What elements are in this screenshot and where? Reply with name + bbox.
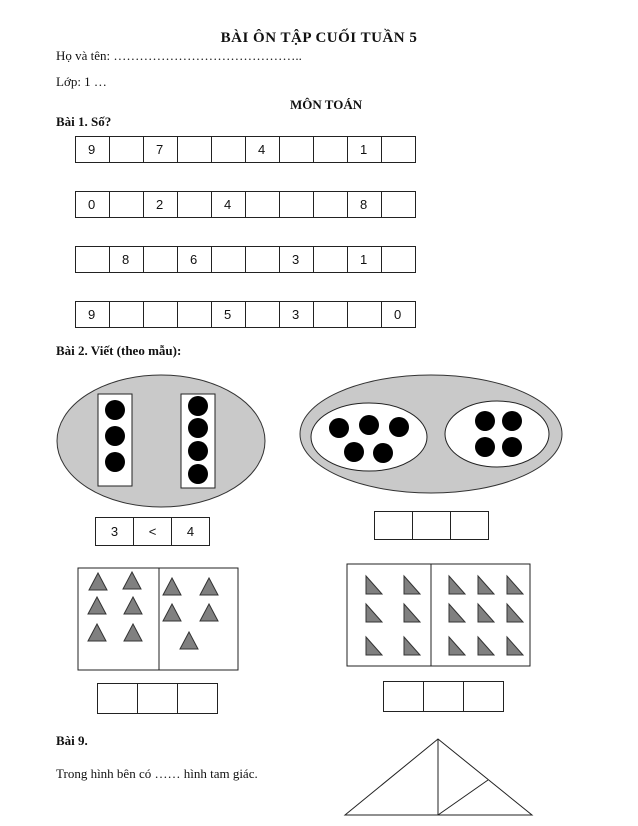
exercise-9-figure (345, 739, 532, 815)
dot (188, 418, 208, 438)
number-cell: 0 (76, 192, 110, 218)
dot (188, 464, 208, 484)
number-cell: 8 (110, 247, 144, 273)
number-cell: 6 (178, 247, 212, 273)
number-cell: 1 (348, 247, 382, 273)
exercise-1-heading: Bài 1. Số? (56, 114, 112, 129)
exercise-2-heading: Bài 2. Viết (theo mẫu): (56, 343, 182, 358)
page-title: BÀI ÔN TẬP CUỐI TUẦN 5 (220, 30, 418, 46)
dot (105, 426, 125, 446)
answer-box-dots[interactable] (374, 511, 489, 540)
exercise-9-question: Trong hình bên có …… hình tam giác. (56, 766, 258, 781)
number-cell: 4 (246, 137, 280, 163)
class-line: Lớp: 1 … (56, 74, 107, 89)
student-name-line: Họ và tên: …………………………………….. (56, 48, 302, 63)
answer-cell: 4 (172, 518, 210, 546)
number-cell: 3 (280, 302, 314, 328)
answer-cell: 3 (96, 518, 134, 546)
dot (389, 417, 409, 437)
dot (373, 443, 393, 463)
dot (502, 437, 522, 457)
dot (502, 411, 522, 431)
ellipse-group-1 (57, 375, 265, 507)
white-oval-4 (445, 401, 549, 467)
dot (188, 396, 208, 416)
answer-cell[interactable] (451, 512, 489, 540)
dot (359, 415, 379, 435)
white-oval-5 (311, 403, 427, 471)
number-cell: 8 (348, 192, 382, 218)
subject-label: MÔN TOÁN (290, 97, 363, 112)
dot (105, 452, 125, 472)
answer-cell[interactable] (138, 684, 178, 714)
dot (344, 442, 364, 462)
number-cell: 7 (144, 137, 178, 163)
number-cell: 3 (280, 247, 314, 273)
answer-cell: < (134, 518, 172, 546)
number-cell: 9 (76, 137, 110, 163)
answer-cell[interactable] (424, 682, 464, 712)
dot (188, 441, 208, 461)
dot (105, 400, 125, 420)
answer-cell[interactable] (98, 684, 138, 714)
number-cell: 0 (382, 302, 416, 328)
number-cell: 2 (144, 192, 178, 218)
number-cell: 5 (212, 302, 246, 328)
answer-cell[interactable] (413, 512, 451, 540)
number-cell: 4 (212, 192, 246, 218)
dot (329, 418, 349, 438)
answer-cell[interactable] (375, 512, 413, 540)
dot (475, 411, 495, 431)
answer-box-triangles-right[interactable] (383, 681, 504, 712)
answer-cell[interactable] (384, 682, 424, 712)
answer-box-triangles-left[interactable] (97, 683, 218, 714)
number-cell: 9 (76, 302, 110, 328)
dot (475, 437, 495, 457)
answer-cell[interactable] (178, 684, 218, 714)
number-cell: 1 (348, 137, 382, 163)
answer-cell[interactable] (464, 682, 504, 712)
exercise-9-heading: Bài 9. (56, 733, 88, 748)
sample-answer-box (95, 517, 210, 546)
